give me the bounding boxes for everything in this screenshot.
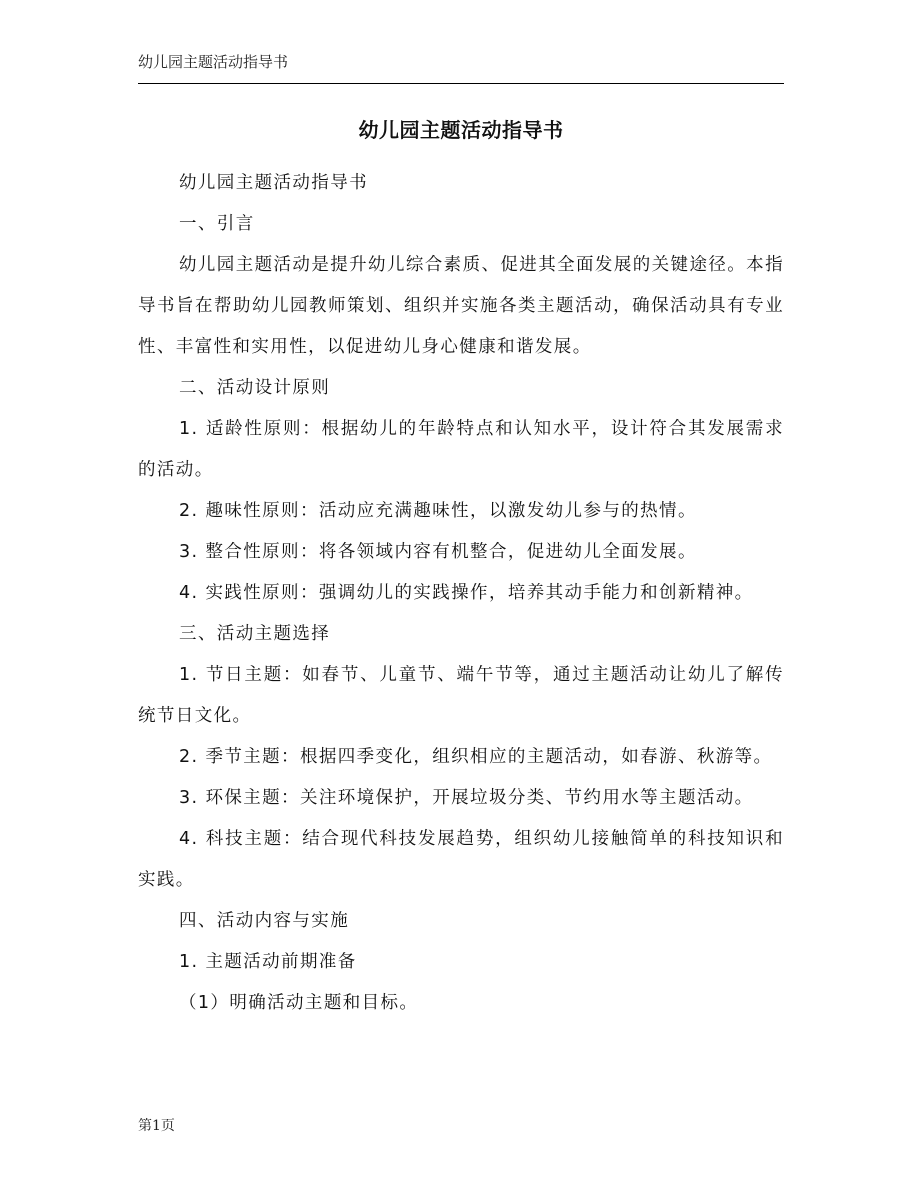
list-item-principle-2: 2. 趣味性原则：活动应充满趣味性，以激发幼儿参与的热情。 [179,501,697,521]
paragraph-subtitle: 幼儿园主题活动指导书 [179,173,368,193]
list-item-theme-3: 3. 环保主题：关注环境保护，开展垃圾分类、节约用水等主题活动。 [179,788,754,808]
section-heading-design-principles: 二、活动设计原则 [179,378,331,398]
list-item-preparation: 1. 主题活动前期准备 [179,952,357,972]
running-header: 幼儿园主题活动指导书 [138,53,289,71]
section-heading-introduction: 一、引言 [179,214,255,234]
list-item-principle-4: 4. 实践性原则：强调幼儿的实践操作，培养其动手能力和创新精神。 [179,583,754,603]
list-item-principle-3: 3. 整合性原则：将各领域内容有机整合，促进幼儿全面发展。 [179,542,697,562]
document-title: 幼儿园主题活动指导书 [358,118,564,142]
header-divider [138,83,784,84]
section-heading-theme-selection: 三、活动主题选择 [179,624,331,644]
document-body [138,163,784,1024]
page-number: 第1页 [138,1118,175,1134]
list-item-theme-2: 2. 季节主题：根据四季变化，组织相应的主题活动，如春游、秋游等。 [179,747,773,767]
list-item-preparation-1: （1）明确活动主题和目标。 [179,993,419,1013]
section-heading-content-implementation: 四、活动内容与实施 [179,911,350,931]
list-item-theme-4: 4. 科技主题：结合现代科技发展趋势，组织幼儿接触简单的科技知识和实践。 [138,829,784,890]
list-item-principle-1: 1. 适龄性原则：根据幼儿的年龄特点和认知水平，设计符合其发展需求的活动。 [138,419,784,480]
paragraph-introduction: 幼儿园主题活动是提升幼儿综合素质、促进其全面发展的关键途径。本指导书旨在帮助幼儿园教师策划、组织并实施各类主题活动，确保活动具有专业性、丰富性和实用性，以促进幼儿身心健康和谐发展。 [138,255,784,357]
list-item-theme-1: 1. 节日主题：如春节、儿童节、端午节等，通过主题活动让幼儿了解传统节日文化。 [138,665,784,726]
